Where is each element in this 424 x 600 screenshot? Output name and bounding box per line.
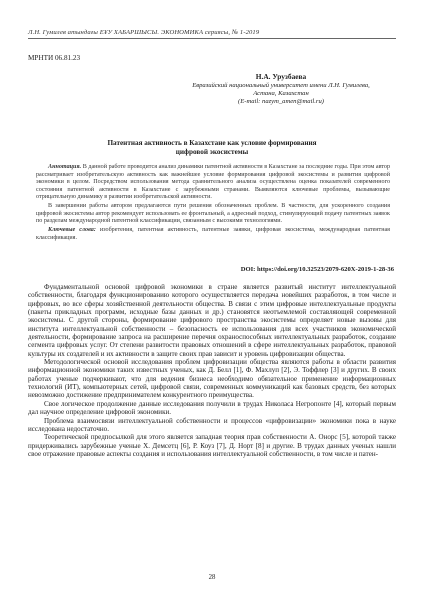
- body-paragraph: Теоретической предпосылкой для этого является западная теория прав собственности А. Онорс [5], которой также придерживались зарубежные ученые Х. Демсетц [6], Р. Коуз [7], Д. Норт [8] и другие. В трудах данных ученых нашли свое отражение правовые аспекты создания и использования интеллектуальной собственности, в том числе и патен-: [28, 433, 396, 458]
- body-paragraph: Свое логическое продолжение данные исследования получили в трудах Николаса Негропонте [4], который первым дал научное определение цифровой экономики.: [28, 399, 396, 417]
- abstract-label: Аннотация.: [48, 164, 82, 170]
- article-title: [90, 139, 334, 157]
- keywords: [36, 227, 390, 242]
- title-line-1: Патентная активность в Казахстане как условие формирования: [107, 139, 317, 147]
- author-name: Н.А. Урузбаева: [255, 72, 307, 81]
- affiliation-university: Евразийский национальный университет имени Л.Н. Гумилева,: [192, 82, 370, 89]
- affiliation-email: (E-mail: nazym_amen@mail.ru): [238, 98, 324, 106]
- abstract-text: В данной работе проводится анализ динамики патентной активности в Казахстане за последние годы. При этом автор рассматривает изобретательскую активность как важнейшее условие формирования цифровой экосистемы и развития цифровой экономики в целом. Посредством использования метода сравнительного анализа осуществлена оценка показателей современного состояния патентной активности в Казахстане с зарубежными странами. Выявляются ключевые проблемы, вызывающие отрицательную динамику в развитии изобретательской активности.: [36, 164, 390, 201]
- affiliation-city: Астана, Казахстан: [253, 90, 309, 98]
- author-affiliation: [150, 82, 412, 107]
- body-paragraph: Фундаментальной основой цифровой экономики в стране является развитый институт интеллектуальной собственности, благодаря функционированию которого осуществляется передача новейших разработок, в том числе и цифровых, во все сферы хозяйственной деятельности общества. В связи с этим цифровые интеллектуальные продукты (пакеты прикладных программ, исходные базы данных и др.) становятся неотъемлемой составляющей современной экосистемы. С другой стороны, формирование цифрового пространства экосистемы определяет новые вызовы для института интеллектуальной собственности – безопасность ее использования для всех участников экономической деятельности, формирование запроса на расширение перечня охраноспособных интеллектуальных разработок, создание сегмента цифровых услуг. От степени развитости правовых отношений в сфере интеллектуальных разработок, правовой культуры их создателей и их активности в защите своих прав зависит и уровень цифровизации общества.: [28, 283, 396, 358]
- keywords-text: изобретения, патентная активность, патентные заявки, цифровая экосистема, международная патентная классификация.: [36, 227, 390, 241]
- body-paragraph: Проблема взаимосвязи интеллектуальной собственности и процессов «цифровизации» экономики пока в науке исследована недостаточно.: [28, 416, 396, 433]
- doi-link[interactable]: DOI: https://doi.org/10.32523/2079-620X-2019-1-28-36: [240, 266, 394, 273]
- udc-code: МРНТИ 06.81.23: [28, 54, 81, 62]
- running-header: Л.Н. Гумилев атындағы ЕҰУ ХАБАРШЫСЫ. ЭКОНОМИКА сериясы, № 1-2019: [28, 29, 396, 39]
- keywords-label: Ключевые слова:: [48, 227, 96, 234]
- abstract-paragraph-1: [36, 164, 390, 202]
- article-body: [28, 283, 396, 458]
- page-number: 28: [208, 574, 216, 581]
- title-line-2: цифровой экосистемы: [175, 148, 249, 156]
- abstract: [36, 164, 390, 244]
- abstract-paragraph-2: В завершении работы автором предлагаются пути решения обозначенных проблем. В частности, для ускоренного создания цифровой экосистемы автор рекомендует использовать ее фронтальный, а адресный подход, стимулирующий подачу патентных заявок по разделам международной патентной классификации, связанным с высокими технологиями.: [36, 203, 390, 225]
- body-paragraph: Методологической основой исследования проблем цифровизации общества являются работы в области развития информационной экономики таких известных ученых, как Д. Белл [1], Ф. Махлуп [2], Э. Тоффлер [3] и других. В своих работах ученые подчеркивают, что для ведения бизнеса необходимо обязательное применение информационных технологий (ИТ), компьютерных сетей, цифровой связи, современных коммуникаций как базовых средств, без которых невозможно достижение предпринимателем конкурентного преимущества.: [28, 358, 396, 400]
